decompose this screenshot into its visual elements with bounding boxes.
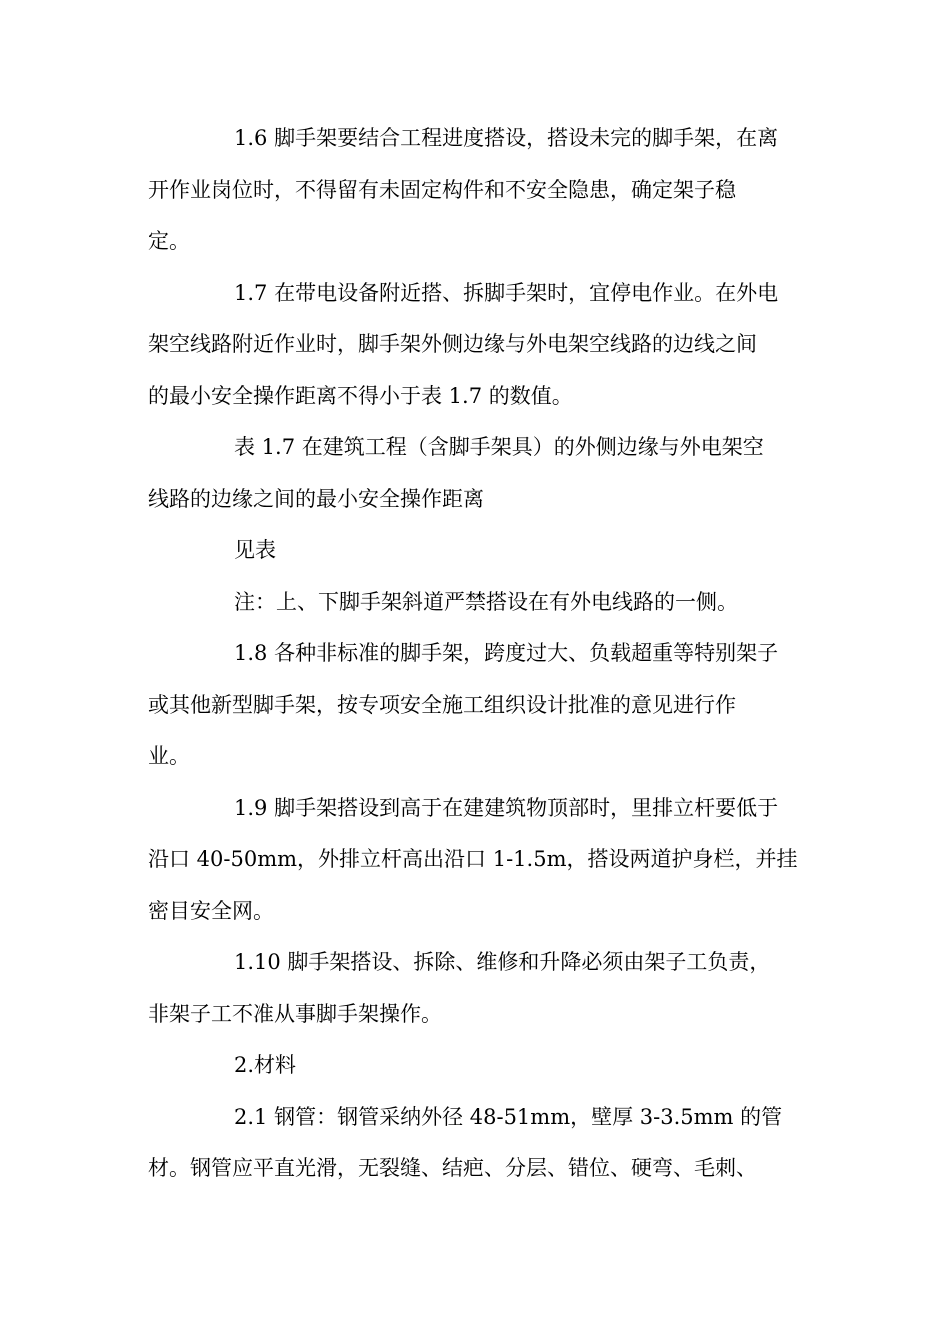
see-table-text: 见表	[234, 538, 276, 562]
text-line: 开作业岗位时，不得留有未固定构件和不安全隐患，确定架子稳	[148, 178, 736, 202]
text-line: 密目安全网。	[148, 899, 274, 923]
table-caption: 表 1.7 在建筑工程（含脚手架具）的外侧边缘与外电架空	[234, 435, 764, 459]
text-line: 的最小安全操作距离不得小于表 1.7 的数值。	[148, 384, 573, 408]
text-line: 沿口 40-50mm，外排立杆高出沿口 1-1.5m，搭设两道护身栏，并挂	[148, 847, 798, 871]
text-line: 业。	[148, 744, 190, 768]
table-caption-continued: 线路的边缘之间的最小安全操作距离	[148, 487, 484, 511]
text-line: 定。	[148, 229, 190, 253]
note-text: 注：上、下脚手架斜道严禁搭设在有外电线路的一侧。	[234, 590, 738, 614]
text-line-2-1-start: 2.1 钢管：钢管采纳外径 48-51mm，壁厚 3-3.5mm 的管	[234, 1105, 783, 1129]
text-line-1-6-start: 1.6 脚手架要结合工程进度搭设，搭设未完的脚手架，在离	[234, 126, 779, 150]
text-line: 非架子工不准从事脚手架操作。	[148, 1002, 442, 1026]
text-line-1-9-start: 1.9 脚手架搭设到高于在建建筑物顶部时，里排立杆要低于	[234, 796, 779, 820]
text-line: 或其他新型脚手架，按专项安全施工组织设计批准的意见进行作	[148, 693, 736, 717]
text-line-1-8-start: 1.8 各种非标准的脚手架，跨度过大、负载超重等特别架子	[234, 641, 779, 665]
section-heading-materials: 2.材料	[234, 1053, 297, 1077]
text-line: 材。钢管应平直光滑，无裂缝、结疤、分层、错位、硬弯、毛刺、	[148, 1156, 757, 1180]
text-line: 架空线路附近作业时，脚手架外侧边缘与外电架空线路的边线之间	[148, 332, 757, 356]
text-line-1-10-start: 1.10 脚手架搭设、拆除、维修和升降必须由架子工负责，	[234, 950, 771, 974]
text-line-1-7-start: 1.7 在带电设备附近搭、拆脚手架时，宜停电作业。在外电	[234, 281, 779, 305]
